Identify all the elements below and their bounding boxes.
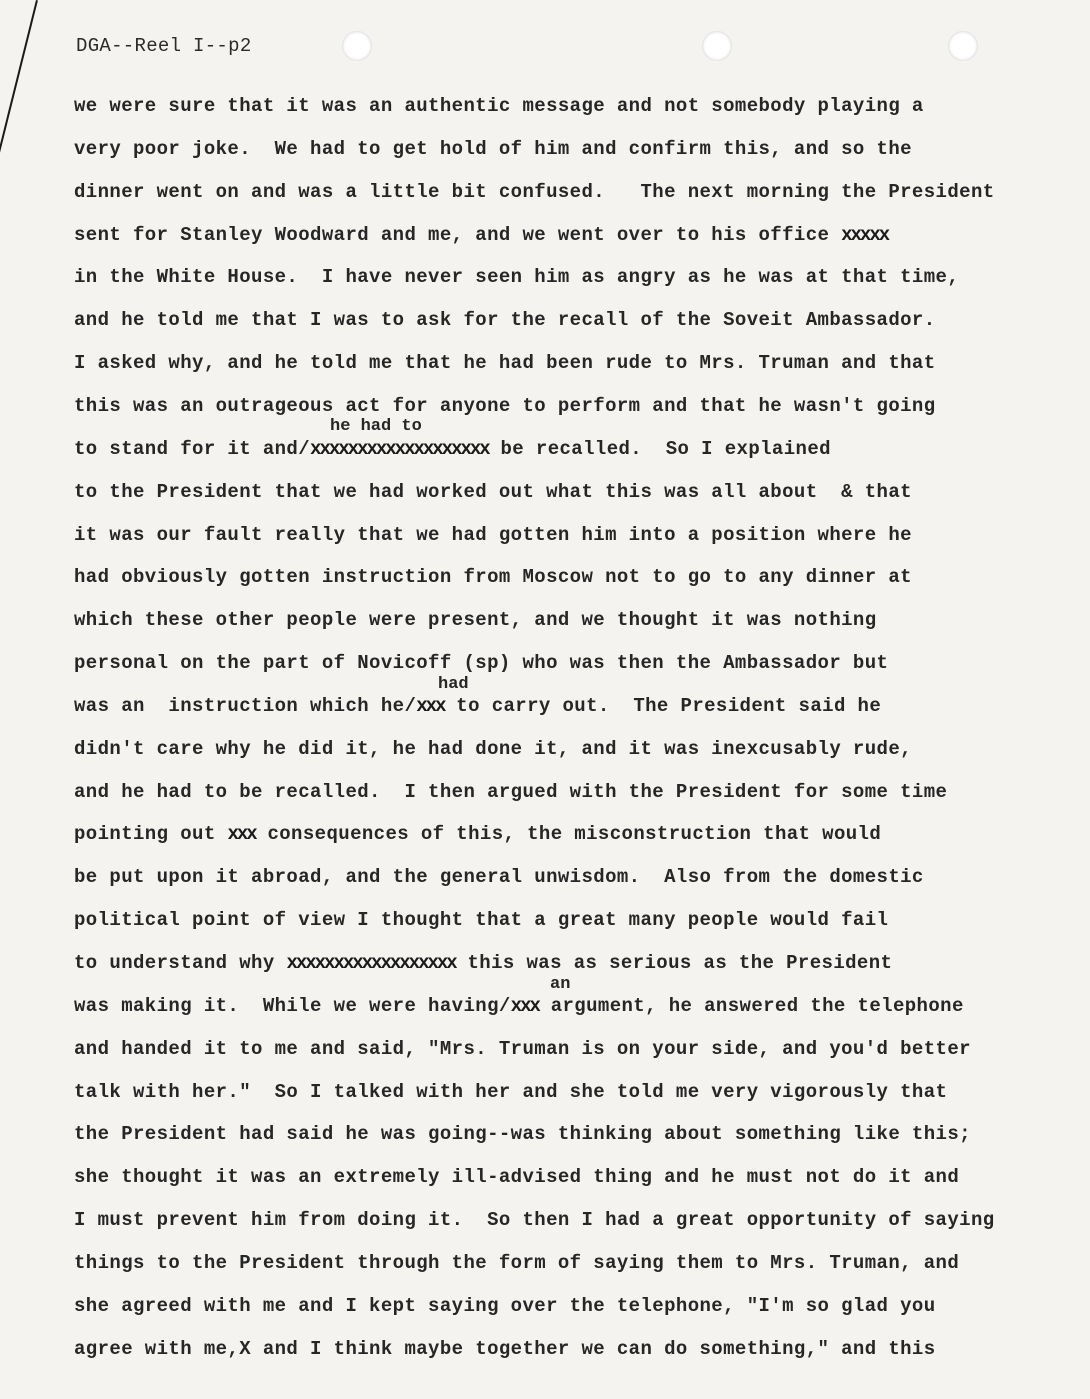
text-line bbox=[74, 1038, 971, 1060]
line-text: argument, he answered the telephone bbox=[538, 995, 964, 1017]
handwritten-insertion-had: had bbox=[438, 675, 469, 694]
line-text: pointing out bbox=[74, 823, 228, 845]
struck-out-text: xxxxx bbox=[841, 224, 889, 246]
text-line bbox=[74, 909, 888, 931]
line-text: agree with me,X and I think maybe together we can do something," and this bbox=[74, 1338, 936, 1360]
line-text: this was as serious as the President bbox=[455, 952, 893, 974]
line-text: political point of view I thought that a great many people would fail bbox=[74, 909, 889, 931]
line-text: very poor joke. We had to get hold of him and confirm this, and so the bbox=[74, 138, 912, 160]
punch-hole-left bbox=[342, 31, 372, 61]
text-line bbox=[74, 866, 924, 888]
struck-out-text: xxx bbox=[416, 695, 445, 717]
line-text: this was an outrageous act for anyone to perform and that he wasn't going bbox=[74, 395, 936, 417]
line-text: I asked why, and he told me that he had been rude to Mrs. Truman and that bbox=[74, 352, 936, 374]
line-text: sent for Stanley Woodward and me, and we went over to his office bbox=[74, 224, 842, 246]
text-line bbox=[74, 952, 892, 974]
line-text: and he told me that I was to ask for the recall of the Soveit Ambassador. bbox=[74, 309, 936, 331]
handwritten-insertion-he-had-to: he had to bbox=[330, 417, 422, 436]
line-text: in the White House. I have never seen him as angry as he was at that time, bbox=[74, 266, 960, 288]
struck-out-text: xxx bbox=[510, 995, 539, 1017]
punch-hole-right bbox=[948, 31, 978, 61]
handwritten-insertion-an: an bbox=[550, 975, 571, 994]
line-text: and handed it to me and said, "Mrs. Truman is on your side, and you'd better bbox=[74, 1038, 971, 1060]
punch-hole-middle bbox=[702, 31, 732, 61]
text-line bbox=[74, 138, 912, 160]
line-text: consequences of this, the misconstruction that would bbox=[255, 823, 882, 845]
line-text: dinner went on and was a little bit confused. The next morning the President bbox=[74, 181, 995, 203]
line-text: was an instruction which he/ bbox=[74, 695, 417, 717]
struck-out-text: xxxxxxxxxxxxxxxxxx bbox=[286, 952, 456, 974]
line-text: we were sure that it was an authentic message and not somebody playing a bbox=[74, 95, 924, 117]
text-line bbox=[74, 309, 936, 331]
text-line bbox=[74, 524, 912, 546]
text-line bbox=[74, 1209, 995, 1231]
line-text: she thought it was an extremely ill-advised thing and he must not do it and bbox=[74, 1166, 960, 1188]
text-line bbox=[74, 1252, 959, 1274]
struck-out-text: xxx bbox=[227, 823, 256, 845]
line-text: things to the President through the form of saying them to Mrs. Truman, and bbox=[74, 1252, 960, 1274]
text-line bbox=[74, 95, 924, 117]
line-text: be put upon it abroad, and the general unwisdom. Also from the domestic bbox=[74, 866, 924, 888]
text-line bbox=[74, 609, 877, 631]
text-line bbox=[74, 738, 912, 760]
text-line bbox=[74, 1166, 959, 1188]
line-text: the President had said he was going--was thinking about something like this; bbox=[74, 1123, 971, 1145]
margin-pencil-line bbox=[0, 0, 38, 195]
struck-out-text: xxxxxxxxxxxxxxxxxxx bbox=[310, 438, 489, 460]
text-line bbox=[74, 395, 936, 417]
text-line bbox=[74, 352, 936, 374]
line-text: and he had to be recalled. I then argued with the President for some time bbox=[74, 781, 948, 803]
line-text: to the President that we had worked out what this was all about & that bbox=[74, 481, 912, 503]
line-text: personal on the part of Novicoff (sp) who was then the Ambassador but bbox=[74, 652, 889, 674]
text-line bbox=[74, 438, 831, 460]
text-line bbox=[74, 1338, 936, 1360]
text-line bbox=[74, 566, 912, 588]
text-line bbox=[74, 652, 888, 674]
line-text: I must prevent him from doing it. So then I had a great opportunity of saying bbox=[74, 1209, 995, 1231]
line-text: had obviously gotten instruction from Moscow not to go to any dinner at bbox=[74, 566, 912, 588]
line-text: it was our fault really that we had gotten him into a position where he bbox=[74, 524, 912, 546]
line-text: be recalled. So I explained bbox=[488, 438, 831, 460]
text-line bbox=[74, 1081, 947, 1103]
text-line bbox=[74, 224, 888, 246]
line-text: which these other people were present, and we thought it was nothing bbox=[74, 609, 877, 631]
line-text: she agreed with me and I kept saying over the telephone, "I'm so glad you bbox=[74, 1295, 936, 1317]
text-line bbox=[74, 781, 947, 803]
line-text: to carry out. The President said he bbox=[444, 695, 882, 717]
text-line bbox=[74, 1295, 936, 1317]
text-line bbox=[74, 695, 881, 717]
text-line bbox=[74, 1123, 971, 1145]
text-line bbox=[74, 266, 959, 288]
text-line bbox=[74, 481, 912, 503]
text-line bbox=[74, 995, 964, 1017]
line-text: to stand for it and/ bbox=[74, 438, 311, 460]
line-text: talk with her." So I talked with her and she told me very vigorously that bbox=[74, 1081, 948, 1103]
line-text: was making it. While we were having/ bbox=[74, 995, 511, 1017]
line-text: didn't care why he did it, he had done it, and it was inexcusably rude, bbox=[74, 738, 912, 760]
text-line bbox=[74, 181, 995, 203]
page-header: DGA--Reel I--p2 bbox=[76, 35, 252, 57]
text-line bbox=[74, 823, 881, 845]
line-text: to understand why bbox=[74, 952, 287, 974]
